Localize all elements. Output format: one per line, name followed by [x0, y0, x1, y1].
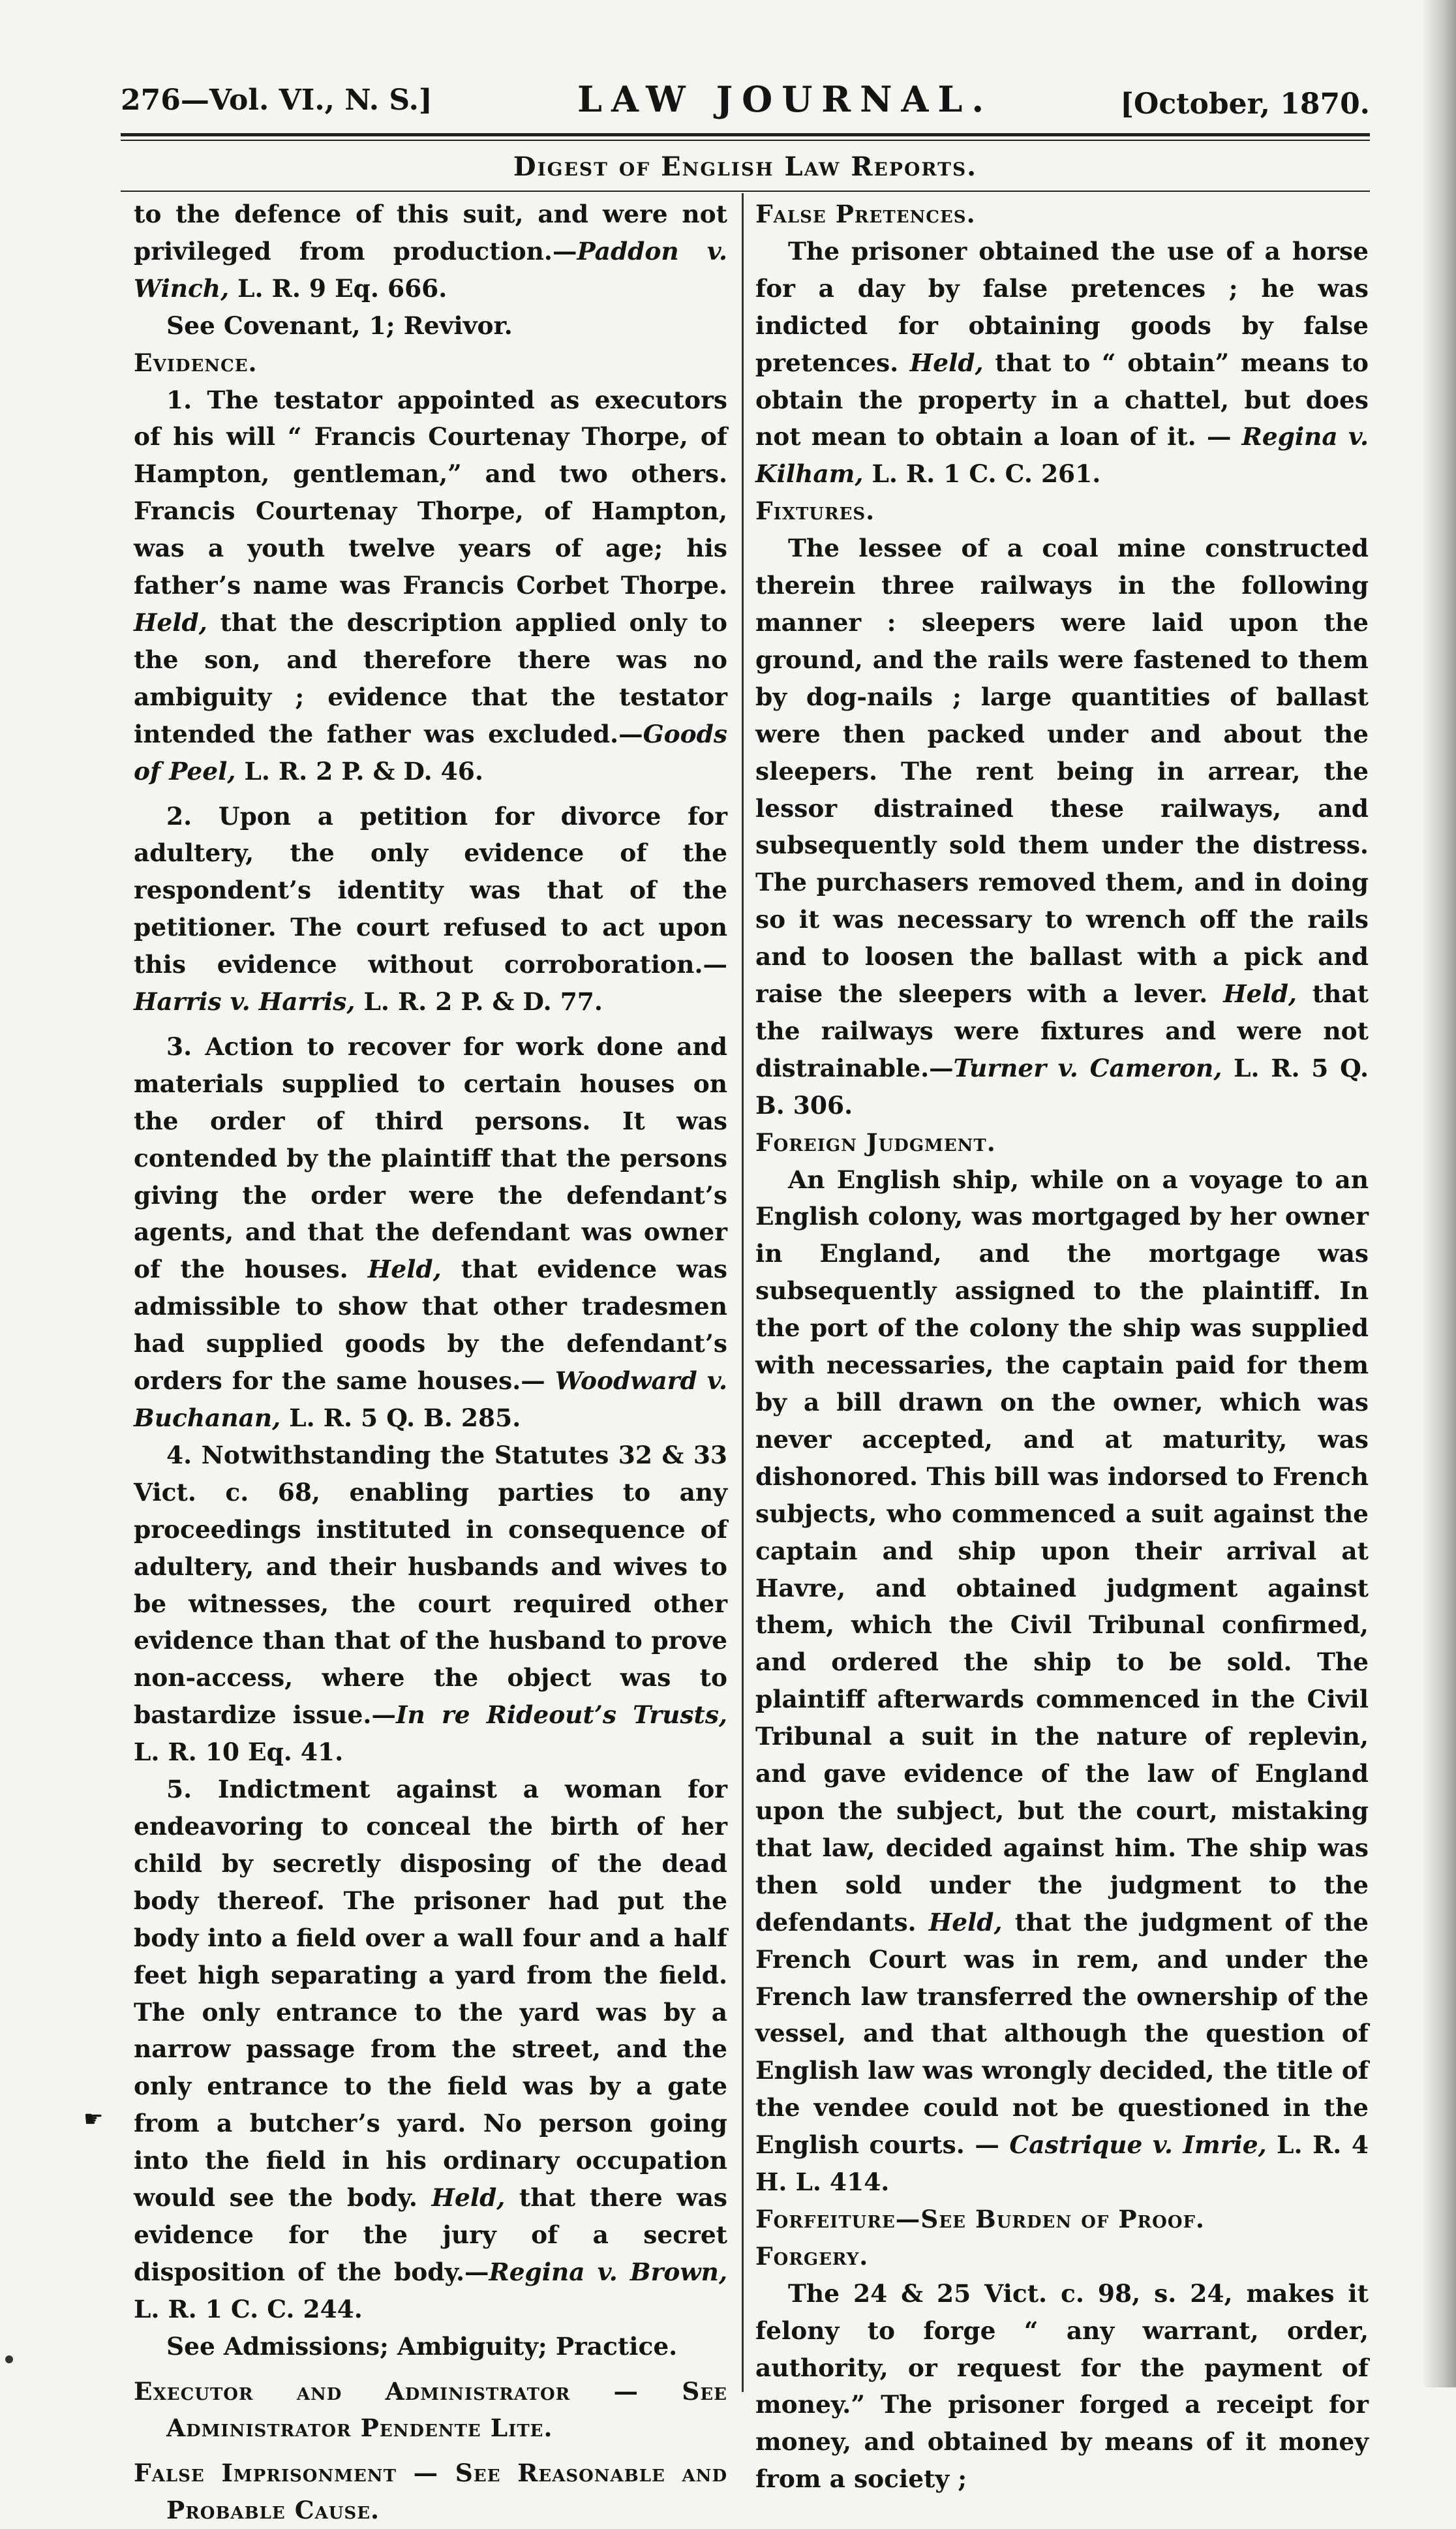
- case-citation: Castrique v. Imrie,: [1009, 2130, 1267, 2160]
- evidence-entry-4: 4. Notwithstanding the Statutes 32 & 33 Vict. c. 68, enabling parties to any proceedings instituted in consequence of adultery, and their husbands and wives to be witnesses, the court required other evidence than that of the husband to prove non-access, where the object was to bastardize issue.—In re Rideout’s Trusts, L. R. 10 Eq. 41.: [134, 1440, 727, 1767]
- evidence-entry-1: 1. The testator appointed as executors of his will “ Francis Courtenay Thorpe, of Hampton, gentleman,” and two others. Francis Courtenay Thorpe, of Hampton, was a youth twelve years of age; his father’s name was Francis Corbet Thorpe. Held, that the description applied only to the son, and therefore there was no ambiguity ; evidence that the testator intended the father was excluded.—Goods of Peel, L. R. 2 P. & D. 46.: [134, 385, 727, 786]
- entry-heading-foreign-judgment: Foreign Judgment.: [755, 1127, 996, 1157]
- journal-title: LAW JOURNAL.: [577, 78, 993, 120]
- section-rule: [121, 191, 1370, 192]
- forgery-entry: The 24 & 25 Vict. c. 98, s. 24, makes it felony to forge “ any warrant, order, authority, or request for the payment of money.” The prisoner forged a receipt for money, and obtained by means of it money from a society ;: [755, 2278, 1369, 2494]
- header-rule-thick: [121, 133, 1370, 136]
- entry-heading-evidence: Evidence.: [134, 348, 258, 377]
- evidence-entry-5: 5. Indictment against a woman for endeavoring to conceal the birth of her child by secretly disposing of the dead body thereof. The prisoner had put the body into a field over a wall four and a half feet high separating a yard from the field. The only entrance to the yard was by a narrow passage from the street, and the only entrance to the field was by a gate from a butcher’s yard. No person going into the field in his ordinary occupation would see the body. Held, that there was evidence for the jury of a secret disposition of the body.—Regina v. Brown, L. R. 1 C. C. 244.: [134, 1775, 728, 2323]
- entry-heading-false-pretences: False Pretences.: [755, 200, 976, 228]
- evidence-entry-3: 3. Action to recover for work done and materials supplied to certain houses on the order of third persons. It was contended by the plaintiff that the persons giving the order were the defendant’s agents, and that the defendant was owner of the houses. Held, that evidence was admissible to show that other tradesmen had supplied goods by the defendant’s orders for the same houses.— Woodward v. Buchanan, L. R. 5 Q. B. 285.: [134, 1032, 727, 1432]
- foreign-judgment-entry: An English ship, while on a voyage to an English colony, was mortgaged by her owner in England, and the mortgage was subsequently assigned to the plaintiff. In the port of the colony the ship was supplied with necessaries, the captain paid for them by a bill drawn on the owner, which was never accepted, and at maturity, was dishonored. This bill was indorsed to French subjects, who commenced a suit against the captain and ship upon their arrival at Havre, and obtained judgment against them, which the Civil Tribunal confirmed, and ordered the ship to be sold. The plaintiff afterwards commenced in the Civil Tribunal a suit in the nature of replevin, and gave evidence of the law of England upon the subject, but the court, mistaking that law, decided against him. The ship was then sold under the judgment to the defendants. Held, that the judgment of the French Court was in rem, and under the French law transferred the ownership of the vessel, and that although the question of English law was wrongly decided, the title of the vendee could not be questioned in the English courts. — Castrique v. Imrie, L. R. 4 H. L. 414.: [755, 1165, 1369, 2197]
- continued-entry: to the defence of this suit, and were not privileged from production.—Paddon v. Winch, L. R. 9 Eq. 666.: [134, 200, 728, 303]
- fixtures-entry: The lessee of a coal mine constructed therein three railways in the following manner : sleepers were laid upon the ground, and the rails were fastened to them by dog-nails ; large quantities of ballast were then packed under and about the sleepers. The rent being in arrear, the lessor distrained these railways, and subsequently sold them under the distress. The purchasers removed them, and in doing so it was necessary to wrench off the rails and to loosen the ballast with a pick and raise the sleepers with a lever. Held, that the railways were fixtures and were not distrainable.—Turner v. Cameron, L. R. 5 Q. B. 306.: [755, 534, 1369, 1120]
- cross-reference: See Covenant, 1; Revivor.: [166, 311, 513, 340]
- pointing-hand-icon: ☛: [83, 2106, 104, 2132]
- false-pretences-entry: The prisoner obtained the use of a horse for a day by false pretences ; he was indicted for obtaining goods by false pretences. Held, that to “ obtain” means to obtain the property in a chattel, but does not mean to obtain a loan of it. — Regina v. Kilham, L. R. 1 C. C. 261.: [755, 236, 1369, 489]
- case-citation: In re Rideout’s Trusts,: [395, 1700, 727, 1730]
- entry-heading-false-imprisonment: False Imprisonment — See Reasonable and Probable Cause.: [134, 2459, 727, 2525]
- cross-reference: See Admissions; Ambiguity; Practice.: [166, 2331, 678, 2361]
- case-citation: Harris v. Harris,: [134, 987, 356, 1017]
- issue-date: [October, 1870.: [1120, 87, 1370, 121]
- entry-heading-fixtures: Fixtures.: [755, 497, 875, 526]
- ink-speck: [5, 2355, 13, 2363]
- entry-heading-forfeiture: Forfeiture—See Burden of Proof.: [755, 2204, 1205, 2233]
- entry-heading-forgery: Forgery.: [755, 2241, 869, 2271]
- case-citation: Regina v. Brown,: [489, 2257, 728, 2286]
- column-divider: [742, 193, 744, 2392]
- case-citation: Goods of Peel,: [134, 719, 727, 786]
- case-citation: Paddon v. Winch,: [134, 236, 728, 303]
- evidence-entry-2: 2. Upon a petition for divorce for adultery, the only evidence of the respondent’s identity was that of the petitioner. The court refused to act upon this evidence without corroboration.—Harris v. Harris, L. R. 2 P. & D. 77.: [134, 801, 727, 1017]
- left-column: [134, 196, 727, 2529]
- running-header: [121, 78, 1370, 130]
- header-rule-thin: [121, 140, 1370, 141]
- case-citation: Regina v. Kilham,: [755, 422, 1369, 489]
- right-column: [755, 196, 1369, 2498]
- entry-heading-executor: Executor and Administrator — See Administrator Pendente Lite.: [134, 2376, 727, 2443]
- page-number-volume: 276—Vol. VI., N. S.]: [121, 84, 432, 117]
- case-citation: Turner v. Cameron,: [953, 1053, 1222, 1082]
- page-edge-shadow: [1422, 0, 1456, 2387]
- section-title: Digest of English Law Reports.: [513, 151, 978, 182]
- case-citation: Woodward v. Buchanan,: [134, 1366, 727, 1432]
